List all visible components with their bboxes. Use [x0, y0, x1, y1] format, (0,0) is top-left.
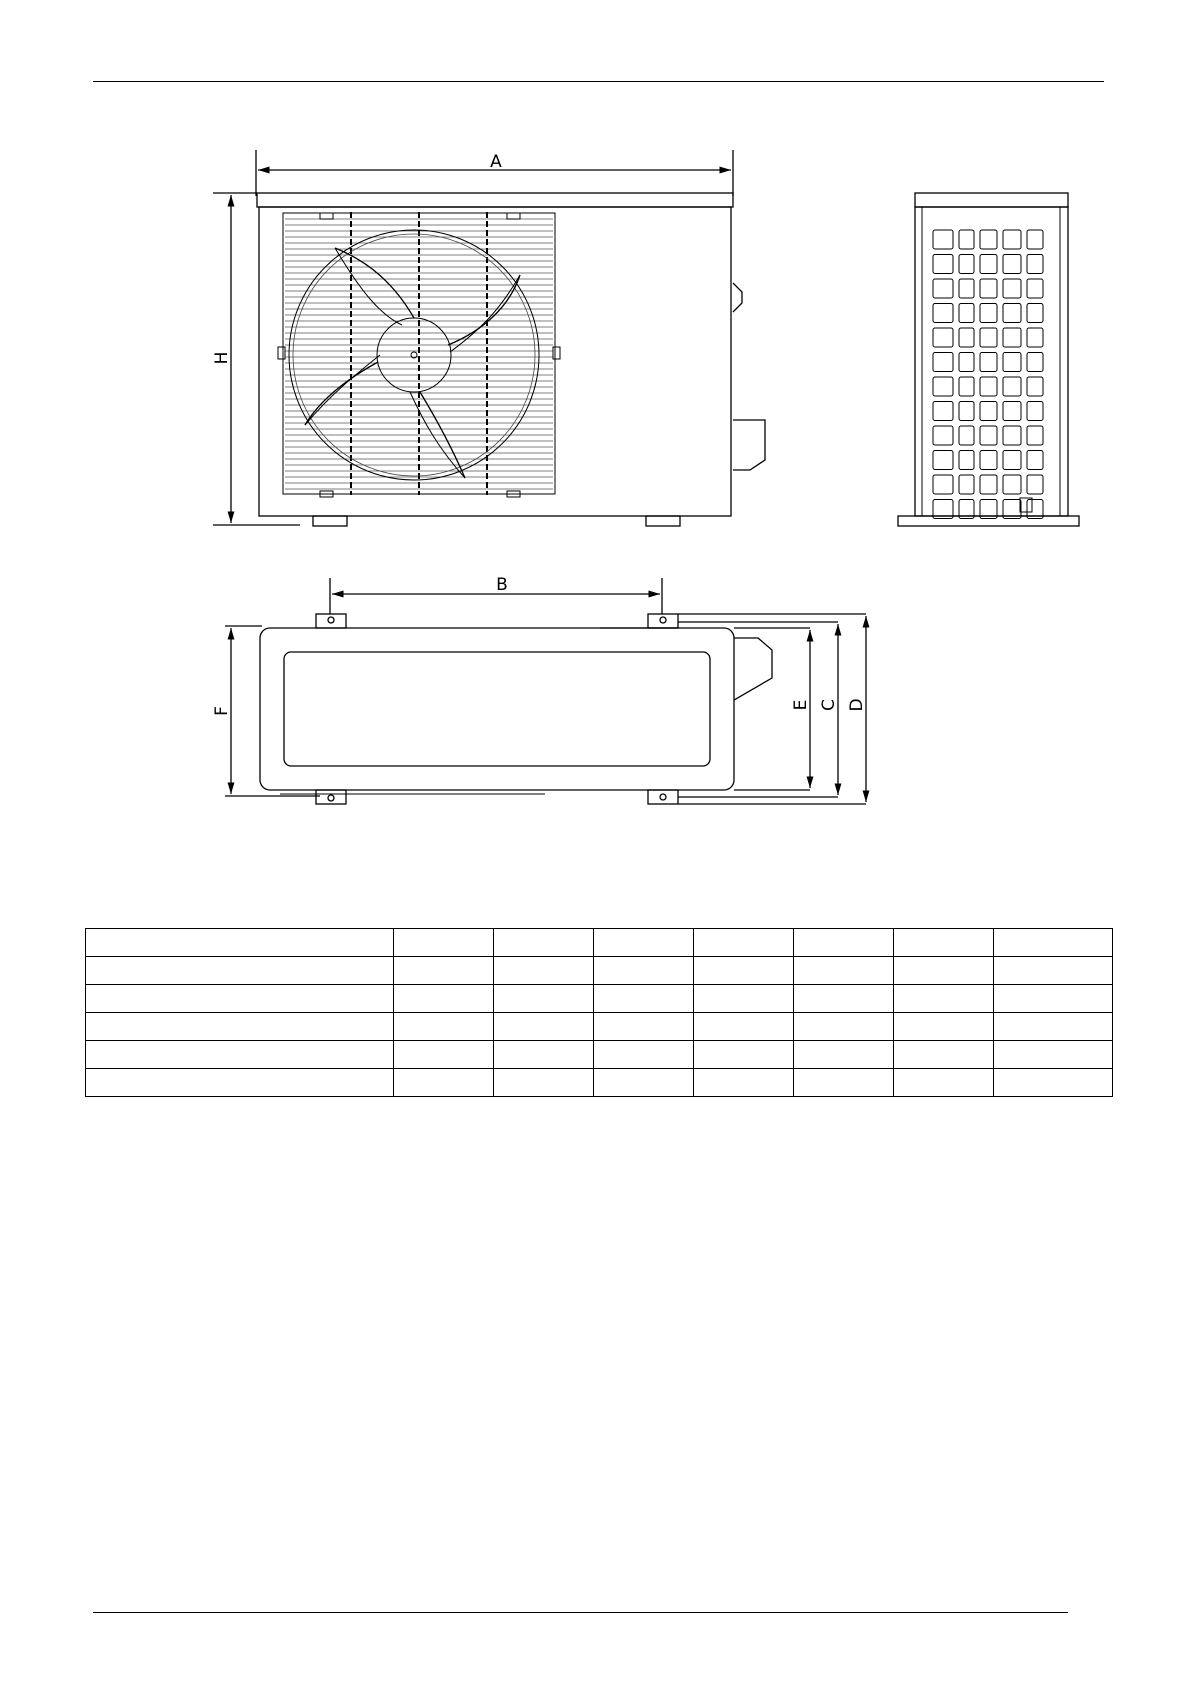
table-cell [394, 1069, 494, 1097]
table-cell [594, 1013, 694, 1041]
table-cell [594, 985, 694, 1013]
table-cell [494, 929, 594, 957]
table-row [86, 957, 1113, 985]
dimension-table [85, 928, 1113, 1097]
table-cell [794, 1069, 894, 1097]
unit-dimension-drawing [0, 0, 1190, 830]
table-cell [994, 957, 1113, 985]
table-cell [894, 929, 994, 957]
table-cell [694, 1013, 794, 1041]
table-row [86, 1069, 1113, 1097]
table-cell [694, 1041, 794, 1069]
table-cell [86, 985, 394, 1013]
table-cell [594, 929, 694, 957]
table-cell [394, 957, 494, 985]
table-cell [794, 1041, 894, 1069]
label-h: H [212, 351, 232, 365]
table-cell [694, 1069, 794, 1097]
table-cell [894, 1041, 994, 1069]
table-cell [86, 1013, 394, 1041]
table-cell [994, 1013, 1113, 1041]
label-f: F [212, 706, 232, 716]
table-row [86, 929, 1113, 957]
table-cell [794, 929, 894, 957]
table-cell [594, 1069, 694, 1097]
footer-rule [93, 1612, 1068, 1613]
table-row [86, 1013, 1113, 1041]
table-cell [594, 1041, 694, 1069]
table-cell [994, 985, 1113, 1013]
table-cell [694, 957, 794, 985]
table-cell [394, 929, 494, 957]
table-cell [794, 957, 894, 985]
label-d: D [847, 698, 867, 712]
table-cell [86, 957, 394, 985]
table-cell [994, 1041, 1113, 1069]
table-cell [894, 957, 994, 985]
table-cell [894, 985, 994, 1013]
table-cell [694, 929, 794, 957]
table-cell [86, 929, 394, 957]
table-cell [794, 985, 894, 1013]
table-cell [694, 985, 794, 1013]
table-cell [594, 957, 694, 985]
front-view [213, 150, 765, 526]
table-cell [494, 1041, 594, 1069]
top-view [225, 578, 866, 804]
table-cell [394, 1041, 494, 1069]
label-b: B [496, 575, 508, 595]
table-cell [494, 1013, 594, 1041]
table-cell [894, 1069, 994, 1097]
table-cell [994, 1069, 1113, 1097]
table-row [86, 1041, 1113, 1069]
label-c: C [819, 699, 839, 711]
table-cell [494, 1069, 594, 1097]
table-cell [86, 1041, 394, 1069]
table-cell [494, 957, 594, 985]
table-cell [794, 1013, 894, 1041]
label-a: A [490, 152, 502, 172]
table-cell [894, 1013, 994, 1041]
label-e: E [791, 699, 811, 711]
table-cell [494, 985, 594, 1013]
side-view [898, 193, 1079, 526]
table-row [86, 985, 1113, 1013]
table-cell [86, 1069, 394, 1097]
table-cell [994, 929, 1113, 957]
table-cell [394, 985, 494, 1013]
table-cell [394, 1013, 494, 1041]
